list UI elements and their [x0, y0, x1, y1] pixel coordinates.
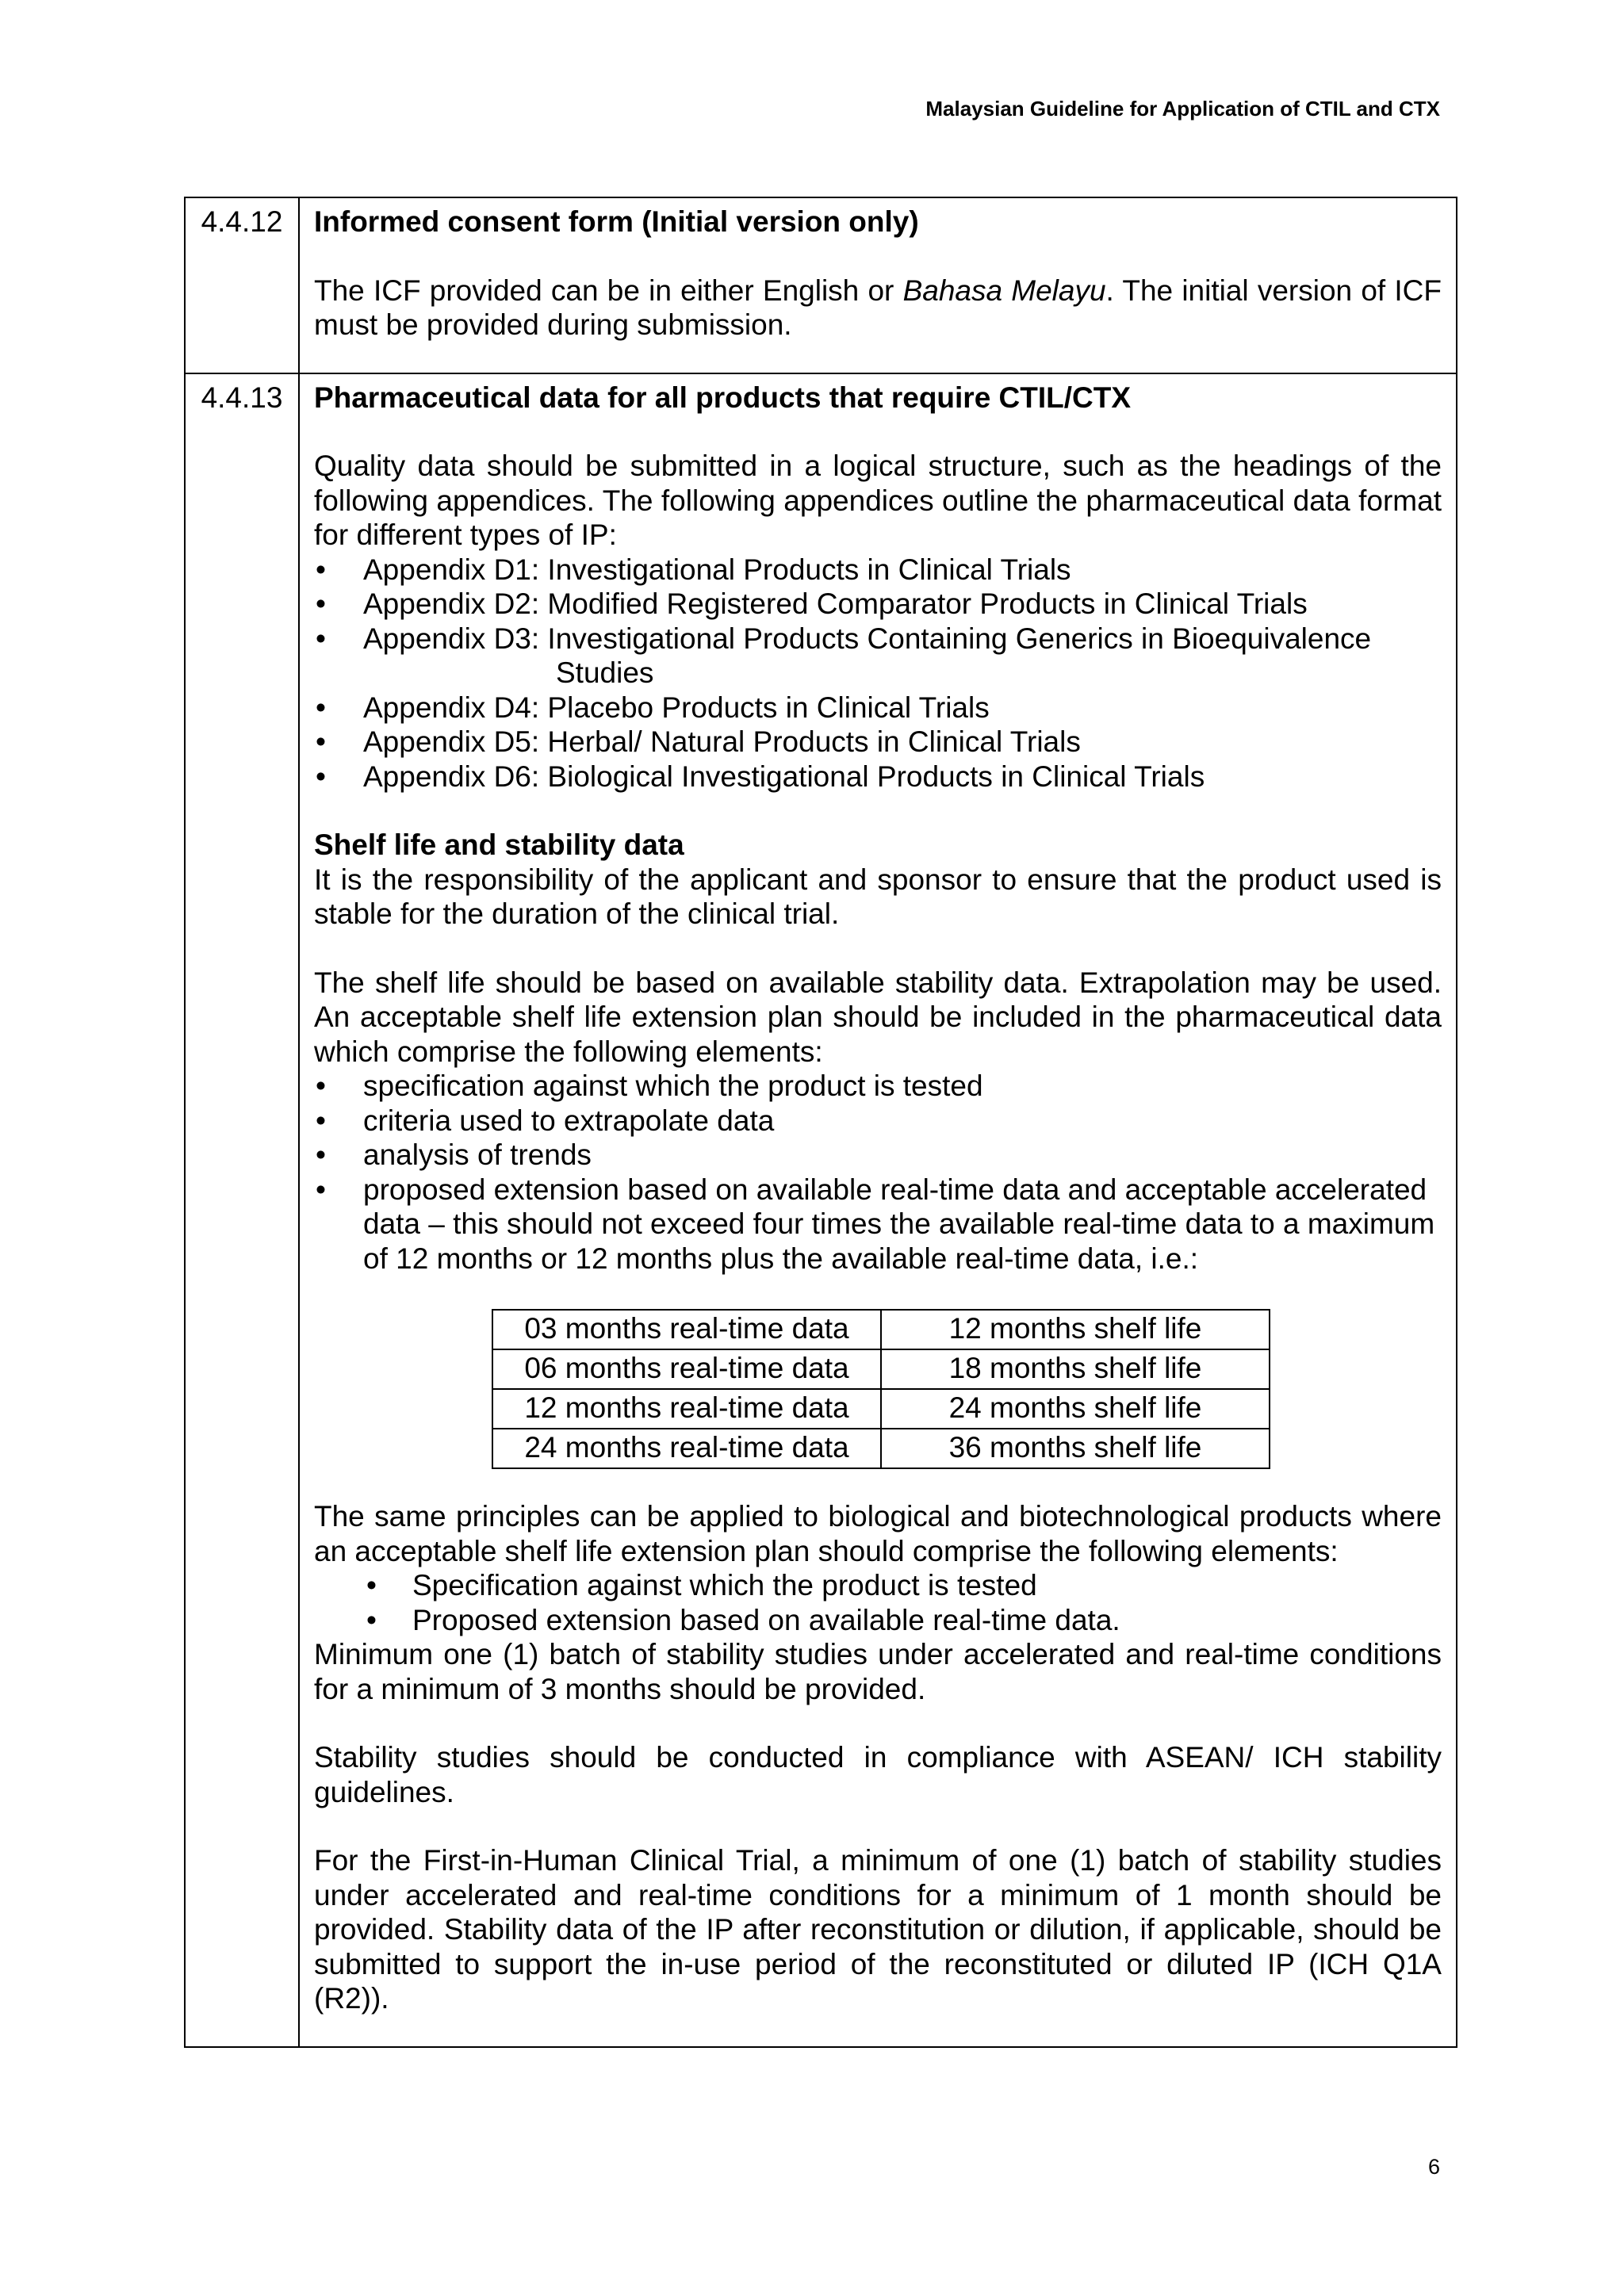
- table-cell: 12 months real-time data: [492, 1389, 881, 1429]
- appendix-item: • Appendix D6: Biological Investigational Products in Clinical Trials: [314, 760, 1442, 794]
- guideline-section-table: [184, 197, 1457, 2048]
- table-cell: 03 months real-time data: [492, 1310, 881, 1349]
- appendix-item: • Appendix D1: Investigational Products in Clinical Trials: [314, 553, 1442, 587]
- icf-text-start: The ICF provided can be in either English or: [314, 274, 903, 307]
- table-cell: 36 months shelf life: [881, 1429, 1270, 1468]
- table-row: [492, 1310, 1270, 1349]
- section-number: 4.4.12: [185, 197, 299, 373]
- appendix-item: • Appendix D5: Herbal/ Natural Products in Clinical Trials: [314, 725, 1442, 760]
- section-title: Pharmaceutical data for all products that require CTIL/CTX: [314, 381, 1132, 414]
- quality-data-intro: Quality data should be submitted in a logical structure, such as the headings of the following appendices. The following appendices outline the pharmaceutical data format for different types of IP:: [314, 450, 1442, 551]
- element-item: • proposed extension based on available real-time data and acceptable accelerated data – this should not exceed four times the available real-time data to a maximum of 12 months or 12 months plus the available real-time data, i.e.:: [314, 1173, 1442, 1276]
- table-cell: 18 months shelf life: [881, 1349, 1270, 1389]
- biological-elements-list: [314, 1568, 1442, 1637]
- minimum-batch-paragraph: Minimum one (1) batch of stability studies under accelerated and real-time conditions for a minimum of 3 months should be provided.: [314, 1638, 1442, 1705]
- section-title: Informed consent form (Initial version only): [314, 205, 919, 238]
- biological-paragraph: The same principles can be applied to biological and biotechnological products where an acceptable shelf life extension plan should comprise the following elements:: [314, 1500, 1442, 1567]
- appendix-item: • Appendix D2: Modified Registered Comparator Products in Clinical Trials: [314, 587, 1442, 622]
- section-content: [299, 197, 1457, 373]
- extension-elements-list: [314, 1069, 1442, 1276]
- section-row-4-4-12: [185, 197, 1457, 373]
- appendix-item-text: Appendix D3: Investigational Products Containing Generics in Bioequivalence: [363, 622, 1372, 655]
- shelf-life-table: [492, 1309, 1270, 1469]
- table-cell: 24 months real-time data: [492, 1429, 881, 1468]
- section-content: [299, 373, 1457, 2047]
- shelf-life-paragraph: The shelf life should be based on available stability data. Extrapolation may be used. An acceptable shelf life extension plan should be included in the pharmaceutical data which comprise the following elements:: [314, 966, 1442, 1068]
- page-number: 6: [1427, 2155, 1440, 2179]
- icf-language-italic: Bahasa Melayu: [902, 274, 1106, 307]
- table-row: [492, 1389, 1270, 1429]
- element-item: • Proposed extension based on available real-time data.: [314, 1603, 1442, 1638]
- table-cell: 06 months real-time data: [492, 1349, 881, 1389]
- table-cell: 12 months shelf life: [881, 1310, 1270, 1349]
- shelf-life-heading: Shelf life and stability data: [314, 828, 684, 861]
- element-item: • Specification against which the product is tested: [314, 1568, 1442, 1603]
- appendix-list: [314, 553, 1442, 794]
- element-item: • analysis of trends: [314, 1138, 1442, 1173]
- icf-paragraph: [314, 274, 1442, 342]
- running-header: Malaysian Guideline for Application of CTIL and CTX: [925, 97, 1440, 121]
- first-in-human-paragraph: For the First-in-Human Clinical Trial, a minimum of one (1) batch of stability studies under accelerated and real-time conditions for a minimum of 1 month should be provided. Stability data of the IP after reconstitution or dilution, if applicable, should be submitted to support the in-use period of the reconstituted or diluted IP (ICH Q1A (R2)).: [314, 1844, 1442, 2015]
- section-number: 4.4.13: [185, 373, 299, 2047]
- appendix-item: • Appendix D4: Placebo Products in Clinical Trials: [314, 691, 1442, 725]
- element-item: • criteria used to extrapolate data: [314, 1104, 1442, 1138]
- element-item: • specification against which the product is tested: [314, 1069, 1442, 1104]
- section-row-4-4-13: [185, 373, 1457, 2047]
- table-row: [492, 1349, 1270, 1389]
- icf-text-end: . The initial version of ICF must be provided during submission.: [314, 274, 1442, 341]
- appendix-item: [314, 622, 1442, 691]
- asean-ich-paragraph: Stability studies should be conducted in compliance with ASEAN/ ICH stability guidelines.: [314, 1741, 1442, 1808]
- appendix-item-continuation: Studies: [556, 656, 654, 689]
- responsibility-paragraph: It is the responsibility of the applicant and sponsor to ensure that the product used is stable for the duration of the clinical trial.: [314, 863, 1442, 930]
- table-cell: 24 months shelf life: [881, 1389, 1270, 1429]
- table-row: [492, 1429, 1270, 1468]
